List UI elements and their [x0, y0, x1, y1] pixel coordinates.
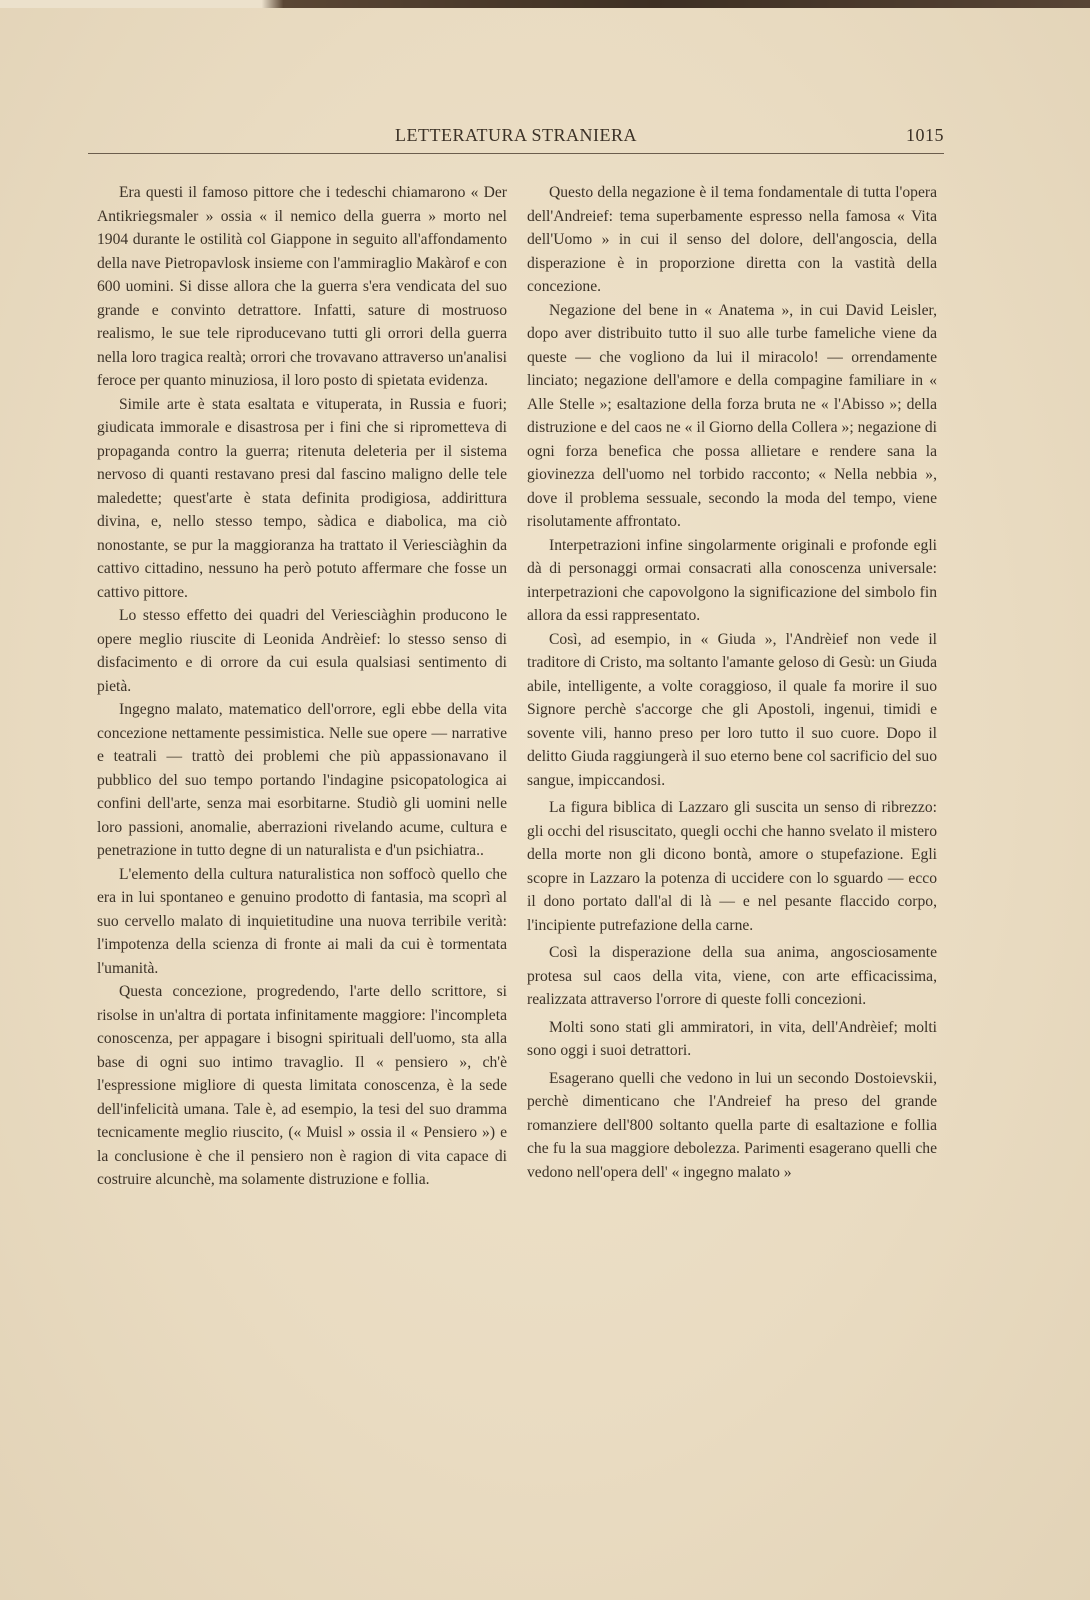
paragraph: Così la disperazione della sua anima, angosciosamente protesa sul caos della vita, viene, con arte efficacissima, realizzata attraverso l'orrore di queste folli concezioni. [527, 944, 937, 1008]
page-top-edge [0, 0, 1090, 8]
paragraph: Lo stesso effetto dei quadri del Veriesciàghin producono le opere meglio riuscite di Leonida Andrèief: lo stesso senso di disfacimento e di orrore da cui esula qualsiasi sentimento di pietà. [97, 607, 507, 695]
right-column [527, 181, 937, 1184]
header-rule [88, 153, 944, 154]
paragraph: Ingegno malato, matematico dell'orrore, egli ebbe della vita concezione nettamente pessimistica. Nelle sue opere — narrative e teatrali — trattò dei problemi che più appassionavano il pubblico del suo tempo portando l'indagine psicopatologica ai confini dell'arte, senza mai esorbitarne. Studiò gli uomini nelle loro passioni, anomalie, aberrazioni rivelando acume, cultura e penetrazione in tutto degne di un naturalista e d'un psichiatra.. [97, 701, 507, 859]
paragraph: Questo della negazione è il tema fondamentale di tutta l'opera dell'Andreief: tema superbamente espresso nella famosa « Vita dell'Uomo » in cui il senso del dolore, dell'angoscia, della disperazione è in proporzione diretta con la vastità della concezione. [527, 184, 937, 295]
paragraph: L'elemento della cultura naturalistica non soffocò quello che era in lui spontaneo e genuino prodotto di fantasia, ma scoprì al suo cervello malato di inquietitudine una nuova terribile verità: l'impotenza della scienza di fronte ai mali da cui è tormentata l'umanità. [97, 865, 507, 977]
running-title: LETTERATURA STRANIERA [395, 125, 637, 145]
paragraph: Negazione del bene in « Anatema », in cui David Leisler, dopo aver distribuito tutto il suo alle turbe fameliche viene da queste — che vogliono da lui il miracolo! — orrendamente linciato; negazione dell'amore e della compagine familiare in « Alle Stelle »; esaltazione della forza bruta ne « l'Abisso »; della distruzione e del caos ne « il Giorno della Collera »; negazione di ogni forza benefica che possa allietare e rendere sana la giovinezza dell'uomo nel torbido racconto; « Nella nebbia », dove il problema sessuale, secondo la moda del tempo, viene risolutamente affrontato. [527, 301, 937, 530]
page-number: 1015 [906, 125, 944, 145]
paragraph: Molti sono stati gli ammiratori, in vita, dell'Andrèief; molti sono oggi i suoi detrattori. [527, 1018, 937, 1059]
paragraph: Esagerano quelli che vedono in lui un secondo Dostoievskii, perchè dimenticano che l'Andreief ha preso del grande romanziere dell'800 soltanto quella parte di esaltazione e follia che fu la sua maggiore debolezza. Parimenti esagerano quelli che vedono nell'opera dell' « ingegno malato » [527, 1069, 937, 1181]
paragraph: Questa concezione, progredendo, l'arte dello scrittore, si risolse in un'altra di portata infinitamente maggiore: l'incompleta conoscenza, per appagare i bisogni spirituali dell'uomo, sta alla base di ogni suo intimo travaglio. Il « pensiero », ch'è l'espressione migliore di questa limitata conoscenza, è la sede dell'infelicità umana. Tale è, ad esempio, la tesi del suo dramma tecnicamente meglio riuscito, (« Muisl » ossia il « Pensiero ») e la conclusione è che il pensiero non è ragion di vita capace di costruire alcunchè, ma solamente distruzione e follia. [97, 983, 507, 1188]
running-header [88, 125, 944, 149]
paragraph: Simile arte è stata esaltata e vituperata, in Russia e fuori; giudicata immorale e disastrosa per i fini che si riprometteva di propaganda contro la guerra; ritenuta deleteria per il sistema nervoso di quanti restavano presi dal fascino maligno delle tele maledette; quest'arte è stata definita prodigiosa, addirittura divina, e, nello stesso tempo, sàdica e diabolica, ma ciò nonostante, se pur la maggioranza ha trattato il Veriesciàghin da cattivo cittadino, nessuno ha però potuto affermare che fosse un cattivo pittore. [97, 395, 507, 601]
paragraph: Interpetrazioni infine singolarmente originali e profonde egli dà di personaggi ormai consacrati alla conoscenza universale: interpetrazioni che capovolgono la significazione del simbolo fin allora da essi rappresentato. [527, 536, 937, 624]
paragraph: La figura biblica di Lazzaro gli suscita un senso di ribrezzo: gli occhi del risuscitato, quegli occhi che hanno svelato il mistero della morte non gli dicono bontà, amore o stupefazione. Egli scopre in Lazzaro la potenza di uccidere con lo sguardo — ecco il dono portato dall'al di là — e nel pesante flaccido corpo, l'incipiente putrefazione della carne. [527, 799, 937, 934]
left-column [97, 181, 507, 1192]
paragraph: Era questi il famoso pittore che i tedeschi chiamarono « Der Antikriegsmaler » ossia « il nemico della guerra » morto nel 1904 durante le ostilità col Giappone in seguito all'affondamento della nave Pietropavlosk insieme con l'ammiraglio Makàrof e con 600 uomini. Si disse allora che la guerra s'era vendicata del suo grande e convinto detrattore. Infatti, sature di mostruoso realismo, le sue tele riproducevano tutti gli orrori della guerra nella loro tragica realtà; orrori che trovavano attraverso un'analisi feroce per quanto minuziosa, il loro posto di spietata evidenza. [97, 184, 507, 389]
paragraph: Così, ad esempio, in « Giuda », l'Andrèief non vede il traditore di Cristo, ma soltanto l'amante geloso di Gesù: un Giuda abile, intelligente, a volte coraggioso, il quale fa morire il suo Signore perchè s'accorge che gli Apostoli, ingenui, timidi e sovente vili, hanno preso per loro tutto il suo cuore. Dopo il delitto Giuda raggiungerà il suo eterno bene col sacrificio del suo sangue, impiccandosi. [527, 630, 937, 789]
